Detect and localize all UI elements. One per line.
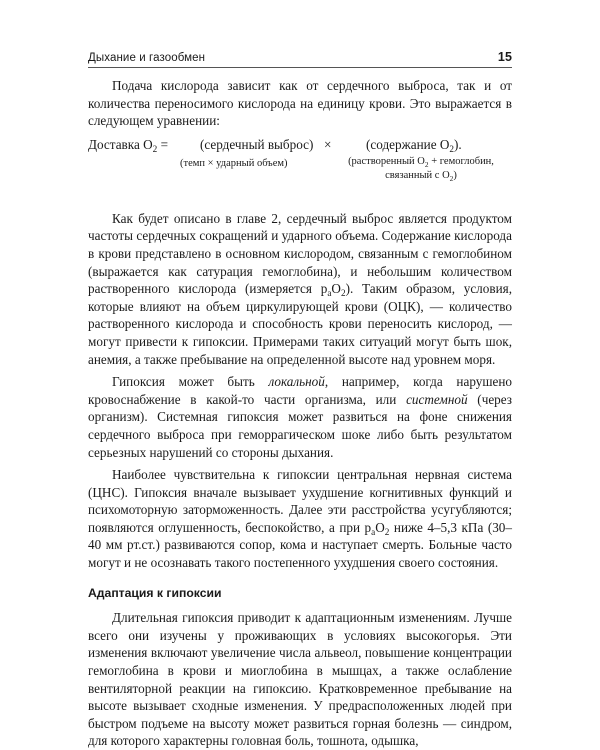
paragraph-intro: Подача кислорода зависит как от сердечного выброса, так и от количества переносимого кислорода на единицу крови. Это выражается в следующем уравнении: — [88, 78, 512, 129]
page-number: 15 — [497, 50, 512, 64]
formula-lhs: Доставка $O_2$ = — [88, 136, 169, 154]
formula-factor-cardiac-output: (сердечный выброс) — [200, 136, 314, 152]
formula-factor-oxygen-content-note: (растворенный $O_2$ + гемоглобин, связанный с $O_2$) — [348, 155, 494, 183]
page-body — [88, 77, 512, 750]
paragraph-cardiac-output: Как будет описано в главе 2, сердечный выброс является продуктом частоты сердечных сокращений и ударного объема. Содержание кислорода в крови представлено в основном кислородом, связанным с гемоглобином (выражается как сатурация гемоглобина), и небольшим количеством растворенного кислорода (измеряется $p_aO_2$). Таким образом, условия, которые влияют на объем циркулирующей крови (ОЦК), — количество растворенного кислорода и способность крови переносить кислород, — могут привести к гипоксии. Примерами таких ситуаций могут быть шок, анемия, а также пребывание на определенной высоте над уровнем моря. — [88, 210, 512, 367]
header-rule — [88, 67, 512, 68]
running-title: Дыхание и газообмен — [88, 52, 206, 64]
paragraph-cns: Наиболее чувствительна к гипоксии центральная нервная система (ЦНС). Гипоксия вначале вызывает ухудшение когнитивных функций и психомоторную заторможенность. Далее эти расстройства усугубляются; появляются оглушенность, беспокойство, а при $p_aO_2$ ниже 4–5,3 кПа (30–40 мм рт.ст.) развиваются сопор, кома и наступает смерть. Больные часто могут и не осознавать такого постепенного ухудшения своего состояния. — [88, 467, 512, 571]
paragraph-hypoxia-types: Гипоксия может быть локальной, например, когда нарушено кровоснабжение в какой-то части организма, или системной (через организм). Системная гипоксия может развиться на фоне снижения сердечного выброса при геморрагическом шоке либо быть результатом серьезных нарушений со стороны дыхания. — [88, 374, 512, 460]
oxygen-delivery-equation — [88, 136, 512, 202]
formula-factor-cardiac-output-note: (темп × ударный объем) — [180, 157, 288, 169]
section-heading: Адаптация к гипоксии — [88, 585, 222, 600]
formula-factor-oxygen-content: (содержание $O_2$). — [366, 136, 462, 154]
running-head — [88, 50, 512, 64]
paragraph-adaptation: Длительная гипоксия приводит к адаптационным изменениям. Лучше всего они изучены у проживающих в условиях высокогорья. Эти изменения включают увеличение числа альвеол, повышение концентрации гемоглобина в крови и миоглобина в мышцах, а также ослабление вентиляторной реакции на гипоксию. Кратковременное пребывание на высоте вызывает сходные изменения. У предрасположенных людей при быстром подъеме на высоту может развиться горная болезнь — синдром, для которого характерны головная боль, тошнота, одышка, — [88, 610, 512, 749]
formula-times: × — [324, 136, 332, 152]
